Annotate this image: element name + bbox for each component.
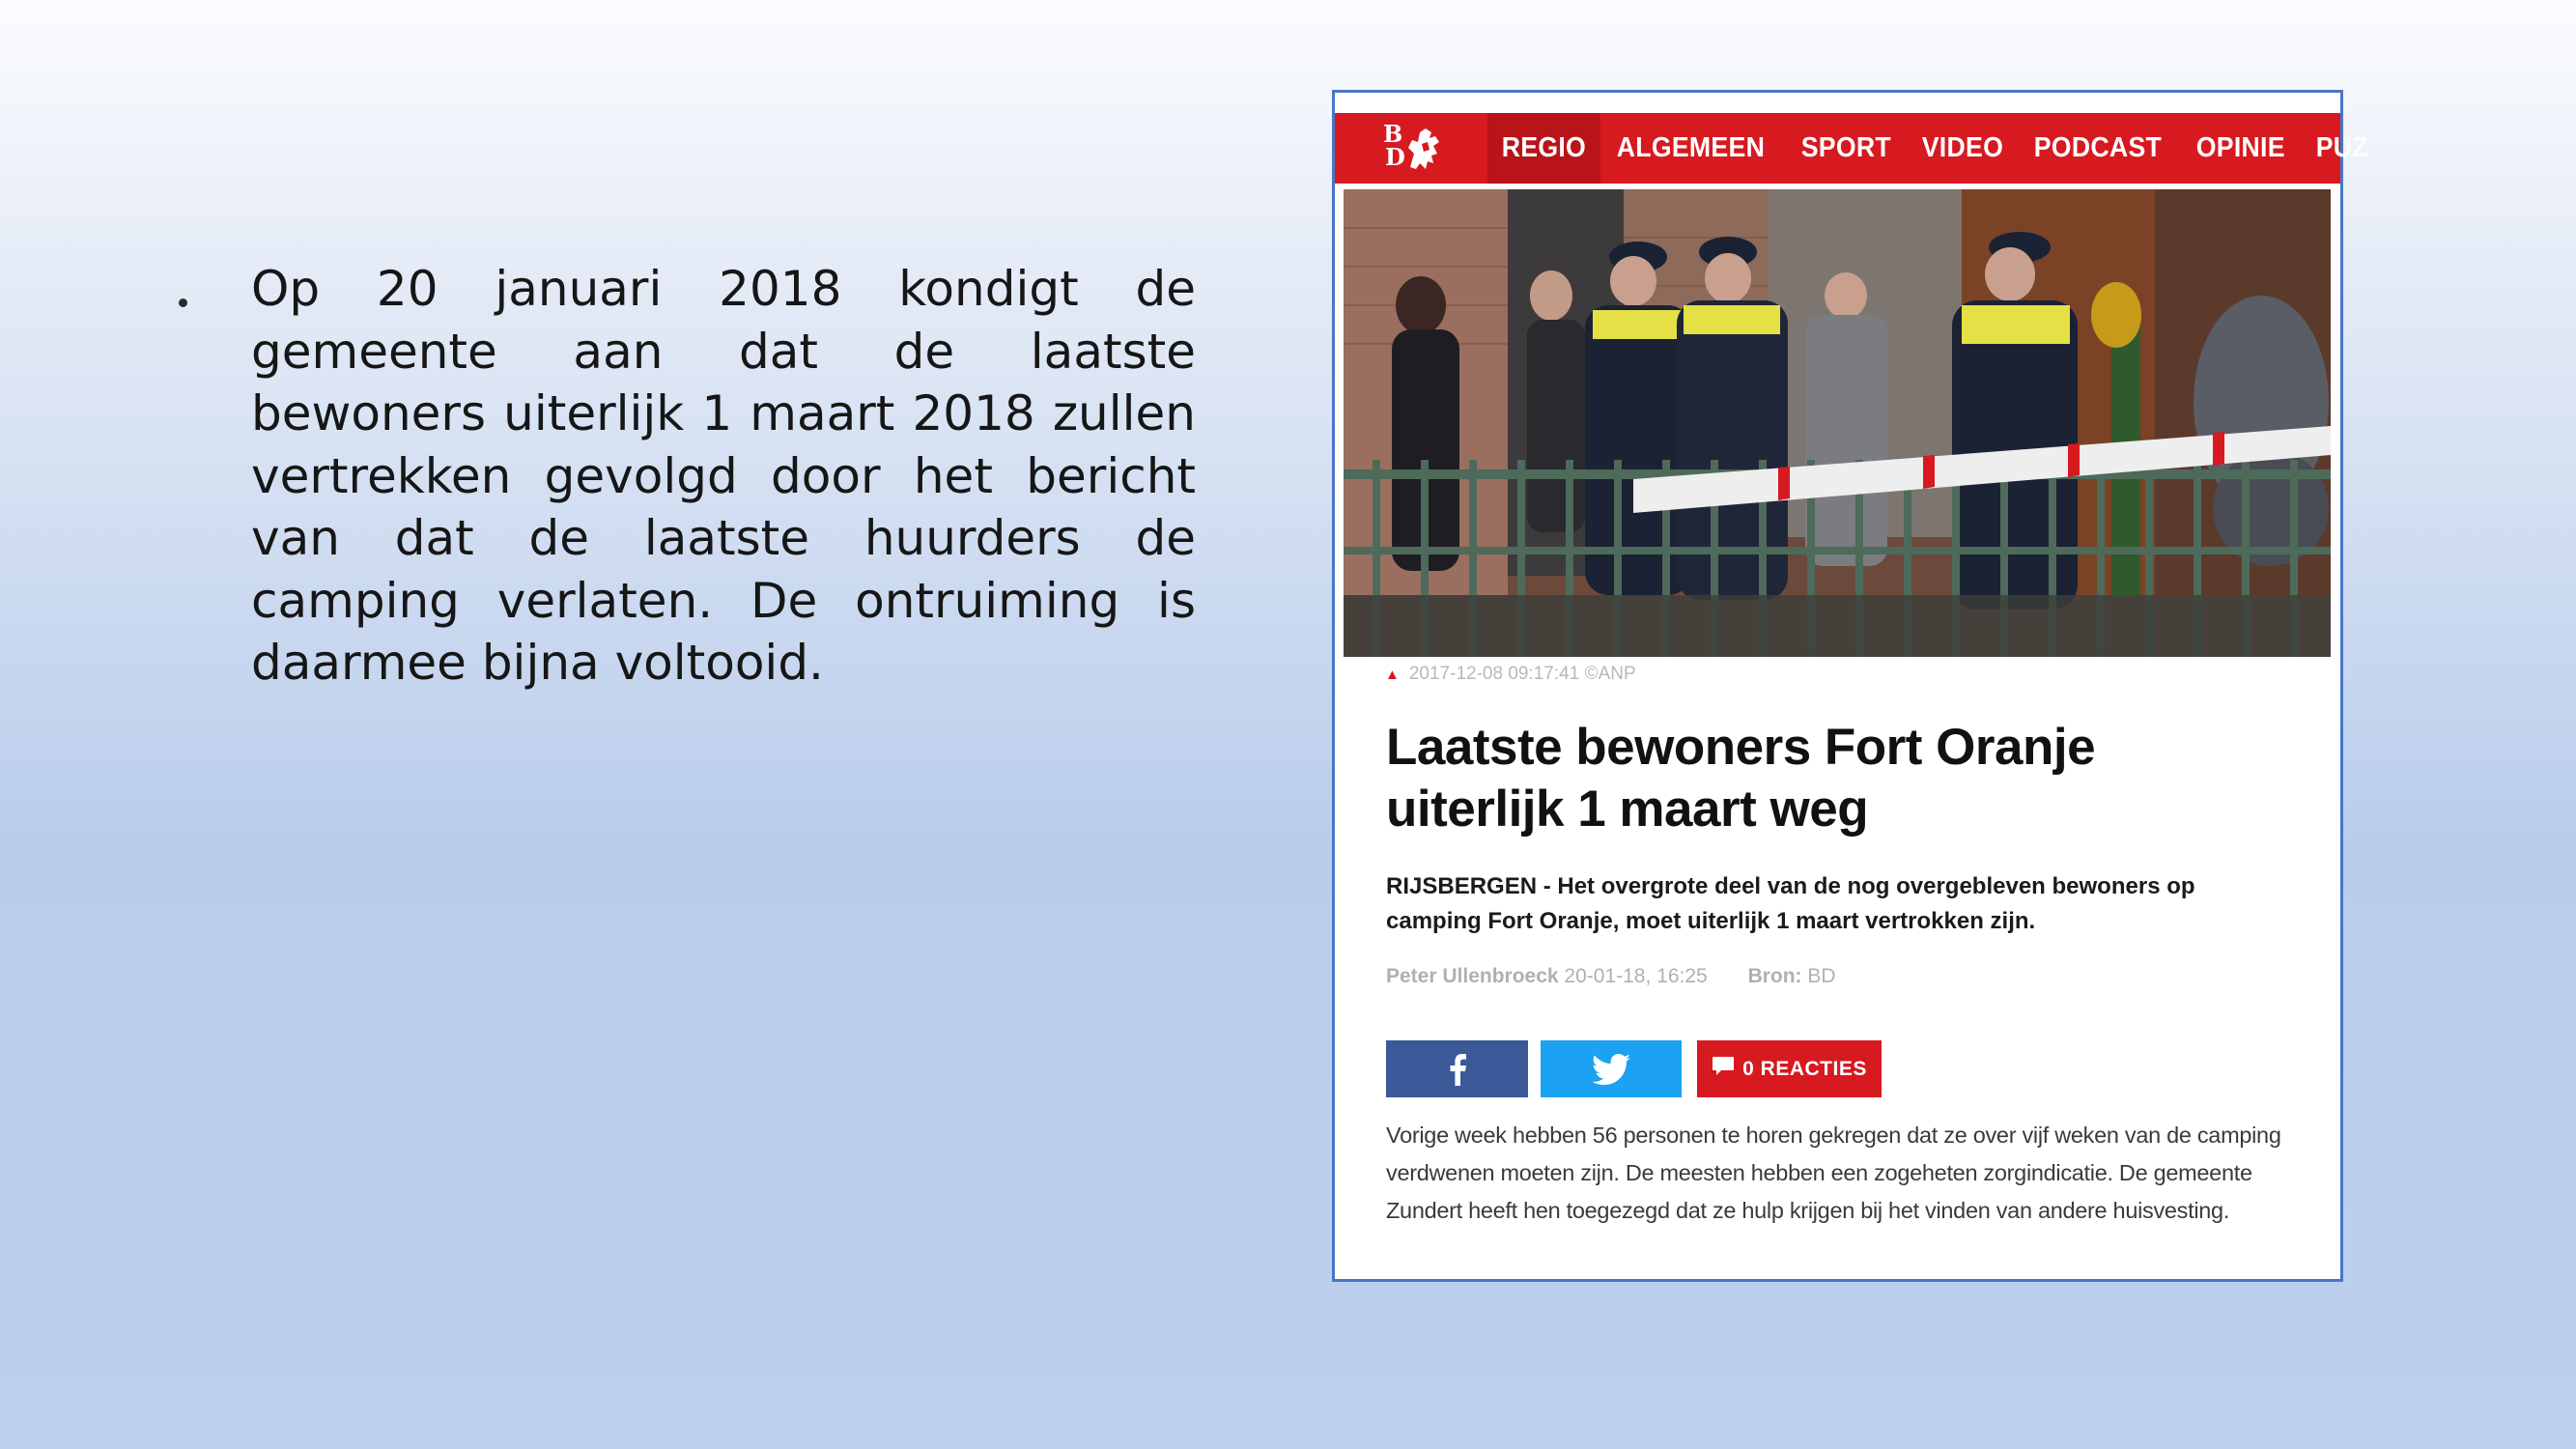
slide-bullet [184, 258, 1196, 695]
twitter-share-button[interactable] [1541, 1040, 1682, 1097]
nav-item-regio[interactable]: REGIO [1487, 113, 1600, 184]
comment-icon [1712, 1056, 1735, 1083]
article-lead: RIJSBERGEN - Het overgrote deel van de nog overgebleven bewoners op camping Fort Oranje, moet uiterlijk 1 maart vertrokken zijn. [1386, 873, 2195, 934]
article-byline [1386, 965, 1836, 988]
main-nav [1487, 113, 2382, 184]
nav-item-puzzels[interactable]: PUZ [2315, 132, 2368, 163]
nav-item-podcast[interactable]: PODCAST [2033, 132, 2162, 163]
photo-caption [1385, 664, 1636, 685]
bullet-text: Op 20 januari 2018 kondigt de gemeente aan dat de laatste bewoners uiterlijk 1 maart 2018 zullen vertrekken gevolgd door het bericht van dat de laatste huurders de camping verlaten. De ontruiming is daarmee bijna voltooid. [251, 261, 1196, 691]
article-headline: Laatste bewoners Fort Oranje uiterlijk 1 maart weg [1386, 719, 2096, 838]
reactions-label: 0 REACTIES [1742, 1057, 1867, 1080]
facebook-icon [1449, 1053, 1466, 1086]
nav-item-algemeen[interactable]: ALGEMEEN [1616, 132, 1766, 163]
nav-item-sport[interactable]: SPORT [1800, 132, 1891, 163]
police-scene-image [1344, 189, 2331, 657]
site-header [1335, 113, 2368, 184]
publish-datetime: 20-01-18, 16:25 [1564, 965, 1708, 987]
reactions-button[interactable] [1697, 1040, 1882, 1097]
share-bar [1386, 1040, 1882, 1097]
source-value: BD [1807, 965, 1836, 987]
article-photo [1344, 189, 2331, 657]
lion-icon [1402, 125, 1443, 171]
author-link[interactable]: Peter Ullenbroeck [1386, 965, 1559, 987]
bd-logo[interactable] [1383, 121, 1443, 175]
source-label: Bron: [1747, 965, 1802, 987]
camera-icon: ▲ [1385, 667, 1400, 683]
photo-caption-text: 2017-12-08 09:17:41 ©ANP [1408, 664, 1636, 684]
article-screenshot [1332, 90, 2368, 1282]
twitter-icon [1592, 1054, 1630, 1085]
logo-letter-bottom: D [1385, 143, 1405, 171]
article-source [1748, 965, 1836, 987]
facebook-share-button[interactable] [1386, 1040, 1528, 1097]
nav-item-opinie[interactable]: OPINIE [2195, 132, 2285, 163]
bullet-icon [179, 298, 187, 307]
nav-item-video[interactable]: VIDEO [1921, 132, 2004, 163]
article-body: Vorige week hebben 56 personen te horen gekregen dat ze over vijf weken van de camping verdwenen moeten zijn. De meesten hebben een zogeheten zorgindicatie. De gemeente Zundert heeft hen toegezegd dat ze hulp krijgen bij het vinden van andere huisvesting. [1386, 1122, 2281, 1223]
logo-letter-top: B [1383, 120, 1403, 148]
